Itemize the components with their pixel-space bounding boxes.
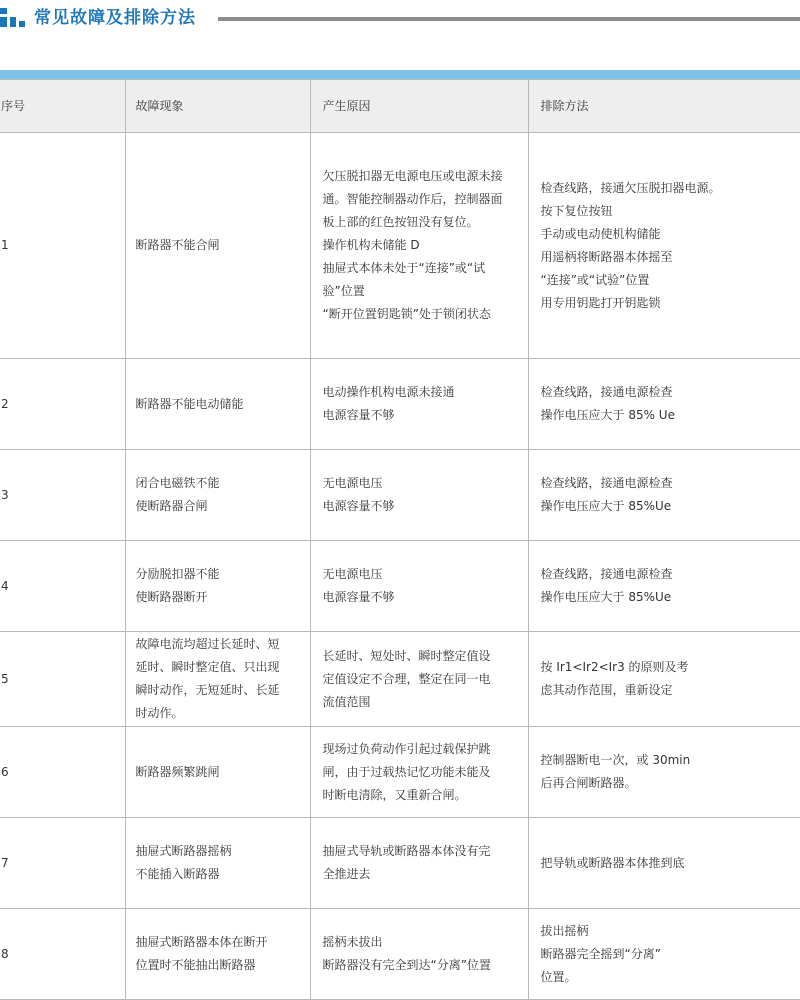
cause-cell: [310, 541, 528, 632]
cell-text-line: 控制器断电一次，或 30min: [540, 753, 691, 767]
remedy-cell: [528, 133, 800, 359]
cell-text-line: 现场过负荷动作引起过载保护跳: [322, 741, 491, 756]
cell-text-line: 全推进去: [322, 867, 371, 881]
cell-text-line: 操作电压应大于 85%Ue: [540, 499, 672, 513]
row-number-cell: 5: [0, 632, 125, 727]
row-number-cell: 7: [0, 818, 125, 909]
cell-text-line: 板上部的红色按钮没有复位。: [322, 215, 479, 229]
symptom-cell: [125, 632, 310, 727]
cell-text-line: 断路器频繁跳闸: [135, 764, 220, 779]
cause-cell: [310, 359, 528, 450]
cell-text-line: “断开位置钥匙锁”处于锁闭状态: [322, 307, 491, 321]
cell-text-line: 闸，由于过载热记忆功能未能及: [322, 764, 491, 779]
cell-text-line: 虑其动作范围，重新设定: [540, 683, 673, 697]
cell-text-line: 用专用钥匙打开钥匙锁: [540, 295, 661, 310]
cell-text-line: 断路器不能合闸: [135, 238, 220, 252]
cell-text-line: 抽屉式导轨或断路器本体没有完: [322, 844, 491, 858]
cell-text-line: 抽屉式断路器本体在断开: [135, 935, 268, 949]
row-number-cell: 6: [0, 727, 125, 818]
table-row: [0, 818, 800, 909]
cell-text-line: 瞬时动作，无短延时、长延: [135, 683, 280, 697]
cell-text-line: 断路器完全摇到“分离”: [540, 946, 661, 961]
cell-text-line: 检查线路，接通电源检查: [540, 385, 673, 399]
symptom-cell: [125, 909, 310, 1000]
cell-text-line: 断路器不能电动储能: [135, 396, 244, 411]
cell-text-line: 位置时不能抽出断路器: [135, 958, 256, 972]
cell-text-line: 欠压脱扣器无电源电压或电源未接: [322, 169, 503, 183]
cell-text-line: 把导轨或断路器本体推到底: [540, 855, 685, 870]
symptom-cell: [125, 133, 310, 359]
remedy-cell: [528, 541, 800, 632]
cell-text-line: 故障电流均超过长延时、短: [135, 637, 280, 651]
table-row: [0, 727, 800, 818]
page-header: [0, 0, 800, 40]
column-header-no: 序号: [0, 80, 125, 133]
column-header-cause: 产生原因: [310, 80, 528, 133]
remedy-cell: [528, 632, 800, 727]
cell-text-line: 电源容量不够: [322, 499, 395, 513]
cause-cell: [310, 632, 528, 727]
cause-cell: [310, 450, 528, 541]
cell-text-line: 操作机构未储能 D: [322, 238, 420, 252]
remedy-cell: [528, 359, 800, 450]
cell-text-line: 时动作。: [135, 706, 184, 720]
cause-cell: [310, 818, 528, 909]
fault-table: [0, 79, 800, 1000]
cause-cell: [310, 133, 528, 359]
cause-cell: [310, 727, 528, 818]
remedy-cell: [528, 818, 800, 909]
symptom-cell: [125, 450, 310, 541]
cell-text-line: “连接”或“试验”位置: [540, 272, 650, 287]
symptom-cell: [125, 359, 310, 450]
symptom-cell: [125, 541, 310, 632]
table-row: [0, 909, 800, 1000]
column-header-symptom: 故障现象: [125, 80, 310, 133]
cell-text-line: 按下复位按钮: [540, 203, 613, 218]
row-number-cell: 4: [0, 541, 125, 632]
cell-text-line: 分励脱扣器不能: [135, 567, 220, 581]
cell-text-line: 摇柄未拔出: [322, 935, 383, 949]
table-row: [0, 359, 800, 450]
cell-text-line: 按 Ir1<Ir2<Ir3 的原则及考: [540, 660, 689, 674]
cell-text-line: 定值设定不合理，整定在同一电: [322, 671, 491, 686]
cell-text-line: 操作电压应大于 85%Ue: [540, 590, 672, 604]
cell-text-line: 电源容量不够: [322, 590, 395, 604]
cell-text-line: 闭合电磁铁不能: [135, 476, 220, 490]
cell-text-line: 使断路器断开: [135, 590, 208, 604]
cell-text-line: 电动操作机构电源未接通: [322, 385, 455, 399]
cell-text-line: 位置。: [540, 969, 577, 984]
row-number-cell: 3: [0, 450, 125, 541]
table-header-row: [0, 80, 800, 133]
row-number-cell: 1: [0, 133, 125, 359]
cell-text-line: 无电源电压: [322, 567, 383, 581]
cell-text-line: 手动或电动使机构储能: [540, 226, 661, 241]
cell-text-line: 用遥柄将断路器本体摇至: [540, 249, 673, 264]
cell-text-line: 电源容量不够: [322, 408, 395, 422]
table-row: [0, 632, 800, 727]
row-number-cell: 8: [0, 909, 125, 1000]
remedy-cell: [528, 909, 800, 1000]
cell-text-line: 抽屉式断路器摇柄: [135, 844, 232, 858]
logo-blocks-icon: [0, 8, 28, 28]
symptom-cell: [125, 727, 310, 818]
remedy-cell: [528, 727, 800, 818]
cell-text-line: 拔出摇柄: [540, 923, 589, 938]
cell-text-line: 验”位置: [322, 284, 365, 298]
page-title: 常见故障及排除方法: [34, 8, 196, 28]
table-row: [0, 450, 800, 541]
cell-text-line: 无电源电压: [322, 476, 383, 490]
table-row: [0, 541, 800, 632]
cell-text-line: 长延时、短处时、瞬时整定值设: [322, 648, 491, 663]
cell-text-line: 延时、瞬时整定值、只出现: [135, 660, 280, 674]
cell-text-line: 检查线路，接通欠压脱扣器电源。: [540, 180, 721, 195]
symptom-cell: [125, 818, 310, 909]
column-header-remedy: 排除方法: [528, 80, 800, 133]
cell-text-line: 断路器没有完全到达“分离”位置: [322, 958, 491, 972]
table-row: [0, 133, 800, 359]
cell-text-line: 通。智能控制器动作后，控制器面: [322, 192, 503, 206]
cell-text-line: 检查线路，接通电源检查: [540, 567, 673, 581]
cell-text-line: 流值范围: [322, 694, 371, 709]
cell-text-line: 后再合闸断路器。: [540, 776, 637, 790]
cell-text-line: 使断路器合闸: [135, 499, 208, 513]
cell-text-line: 抽屉式本体未处于“连接”或“试: [322, 261, 486, 275]
cell-text-line: 不能插入断路器: [135, 867, 220, 881]
cell-text-line: 检查线路，接通电源检查: [540, 476, 673, 490]
remedy-cell: [528, 450, 800, 541]
cell-text-line: 时断电清除，又重新合闸。: [322, 787, 467, 802]
cause-cell: [310, 909, 528, 1000]
cell-text-line: 操作电压应大于 85% Ue: [540, 408, 675, 422]
row-number-cell: 2: [0, 359, 125, 450]
table-top-band: [0, 70, 800, 79]
title-divider: [218, 17, 800, 21]
